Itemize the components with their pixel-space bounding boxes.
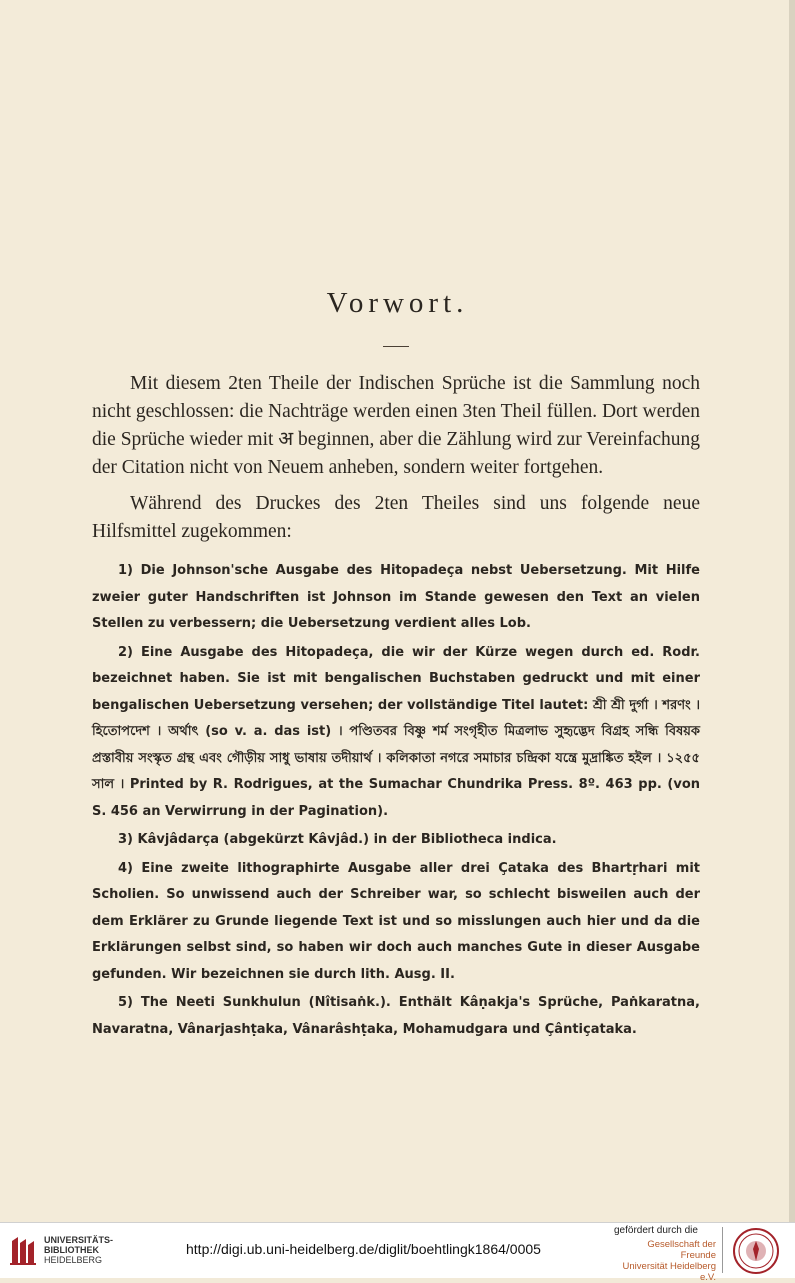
- university-seal-icon[interactable]: [732, 1227, 780, 1275]
- library-name[interactable]: [44, 1235, 113, 1265]
- footer-divider: [722, 1227, 723, 1273]
- library-name-line: HEIDELBERG: [44, 1255, 103, 1265]
- paragraph-2: Während des Druckes des 2ten Theiles sind uns folgende neue Hilfsmittel zugekommen:: [92, 493, 700, 542]
- list-item: 3) Kâvjâdarça (abgekürzt Kâvjâd.) in der Bibliotheca indica.: [118, 832, 557, 847]
- sponsor-line: Universität Heidelberg e.V.: [622, 1261, 716, 1283]
- list-item: 4) Eine zweite lithographirte Ausgabe aller drei Çataka des Bhartṛhari mit Scholien. So unwissend auch der Schreiber war, so schlecht bisweilen auch der dem Erklärer zu Grunde liegende Text ist und so misslungen auch hier und da die Erklärungen selbst sind, so haben wir doch auch manches Gute in dieser Ausgabe gefunden. Wir bezeichnen sie durch lith. Ausg. II.: [92, 860, 700, 982]
- document-body: [92, 370, 700, 1043]
- list-item: 1) Die Johnson'sche Ausgabe des Hitopadeça nebst Uebersetzung. Mit Hilfe zweier guter Handschriften ist Johnson im Stande gewesen den Text an vielen Stellen zu verbessern; die Uebersetzung verdient alles Lob.: [92, 563, 700, 631]
- page-title: Vorwort.: [326, 287, 469, 319]
- resource-list: [92, 558, 700, 1043]
- list-item: 5) The Neeti Sunkhulun (Nîtisaṅk.). Enthält Kâṇakja's Sprüche, Paṅkaratna, Navaratna, Vânarjashṭaka, Vânarâshṭaka, Mohamudgara und Çântiçataka.: [92, 995, 700, 1037]
- ub-logo-icon[interactable]: [8, 1233, 38, 1267]
- permalink-url[interactable]: http://digi.ub.uni-heidelberg.de/diglit/boehtlingk1864/0005: [186, 1241, 541, 1257]
- title-divider: [383, 346, 409, 347]
- bleed-through-decoration: [70, 150, 710, 172]
- sponsor-name[interactable]: [612, 1239, 716, 1283]
- paragraph-1: Mit diesem 2ten Theile der Indischen Sprüche ist die Sammlung noch nicht geschlossen: die Nachträge werden einen 3ten Theil füllen. Dort werden die Sprüche wieder mit अ beginnen, aber die Zählung wird zur Vereinfachung der Citation nicht von Neuem anheben, sondern weiter fortgehen.: [92, 373, 701, 478]
- sponsor-label: gefördert durch die: [614, 1225, 698, 1236]
- list-item: 2) Eine Ausgabe des Hitopadeça, die wir der Kürze wegen durch ed. Rodr. bezeichnet haben. Sie ist mit bengalischen Buchstaben gedruckt und mit einer bengalischen Uebersetzung versehen; der vollständige Titel lautet: শ্রী শ্রী দুর্গা । শরণং । হিতোপদেশ । অর্থাৎ (so v. a. das ist) । পণ্ডিতবর বিষ্ণু শর্ম সংগৃহীত মিত্রলাভ সুহৃদ্ভেদ বিগ্রহ সন্ধি বিষয়ক প্রস্তাবীয় সংস্কৃত গ্রন্থ এবং গৌড়ীয় সাধু ভাষায় তদীয়ার্থ । কলিকাতা নগরে সমাচার চন্দ্রিকা যন্ত্রে মুদ্রাঙ্কিত হইল । ১২৫৫ সাল । Printed by R. Rodrigues, at the Sumachar Chundrika Press. 8º. 463 pp. (von S. 456 an Verwirrung in der Pagination).: [92, 644, 700, 819]
- library-name-line: UNIVERSITÄTS-: [44, 1235, 114, 1245]
- viewer-footer: [0, 1222, 795, 1283]
- sponsor-line: Gesellschaft der Freunde: [647, 1239, 716, 1261]
- library-name-line: BIBLIOTHEK: [44, 1245, 99, 1255]
